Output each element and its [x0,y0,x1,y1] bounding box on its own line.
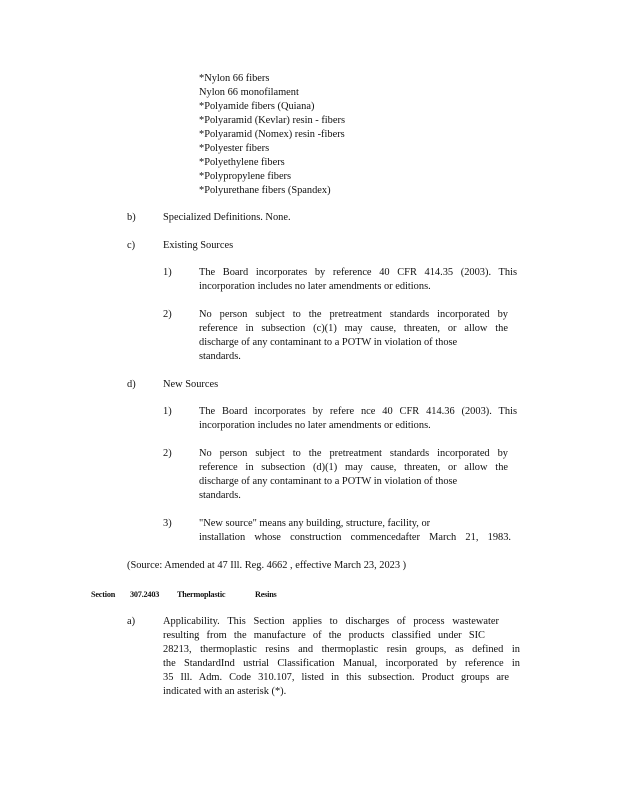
d-item-1-number: 1) [163,406,172,417]
paragraph-line: Applicability. This Section applies to discharges of process wastewater [163,616,499,627]
paragraph-line: discharge of any contaminant to a POTW in violation of those [199,337,458,348]
fiber-item: *Polypropylene fibers [199,171,292,182]
subsection-c-label: c) [127,240,136,251]
section-title: Thermoplastic [177,590,226,599]
paragraph-line: standards. [199,351,241,362]
paragraph-line: The Board incorporates by reference 40 CFR 414.35 (2003). This [199,267,517,278]
subsection-d-label: d) [127,379,136,390]
c-item-2-paragraph [199,308,508,364]
subsection-d-heading: New Sources [163,379,219,390]
paragraph-line: reference in subsection (c)(1) may cause, threaten, or allow the [199,323,508,334]
d-item-2-number: 2) [163,448,172,459]
paragraph-line: standards. [199,490,241,501]
paragraph-line: No person subject to the pretreatment standards incorporated by [199,448,508,459]
paragraph-line: the StandardInd ustrial Classification Manual, incorporated by reference in [163,658,520,669]
d-item-3-number: 3) [163,518,172,529]
paragraph-line: No person subject to the pretreatment standards incorporated by [199,309,508,320]
paragraph-line: 28213, thermoplastic resins and thermoplastic resin groups, as defined in [163,644,520,655]
d-item-2-paragraph [199,447,508,503]
fiber-item: *Polyaramid (Nomex) resin -fibers [199,129,345,140]
paragraph-line: resulting from the manufacture of the products classified under SIC [163,630,485,641]
paragraph-line: incorporation includes no later amendments or editions. [199,420,431,431]
d-item-1-paragraph [199,405,517,433]
section-number: 307.2403 [130,590,160,599]
paragraph-line: indicated with an asterisk (*). [163,686,287,697]
subsection-a-paragraph [163,615,520,699]
paragraph-line: incorporation includes no later amendments or editions. [199,281,431,292]
paragraph-line: reference in subsection (d)(1) may cause, threaten, or allow the [199,462,508,473]
fiber-list [199,72,345,198]
fiber-item: *Polyester fibers [199,143,270,154]
subsection-c-heading: Existing Sources [163,240,234,251]
fiber-item: *Polyurethane fibers (Spandex) [199,185,331,196]
paragraph-line: 35 Ill. Adm. Code 310.107, listed in this subsection. Product groups are [163,672,509,683]
paragraph-line: installation whose construction commencedafter March 21, 1983. [199,532,511,543]
c-item-1-number: 1) [163,267,172,278]
subsection-a-label: a) [127,616,136,627]
fiber-item: *Nylon 66 fibers [199,73,270,84]
subsection-b-label: b) [127,212,136,223]
fiber-item: Nylon 66 monofilament [199,87,299,98]
fiber-item: *Polyethylene fibers [199,157,285,168]
subsection-b-text: Specialized Definitions. None. [163,212,291,223]
paragraph-line: discharge of any contaminant to a POTW in violation of those [199,476,458,487]
source-note: (Source: Amended at 47 Ill. Reg. 4662 , effective March 23, 2023 ) [127,560,407,571]
section-word: Section [91,590,116,599]
paragraph-line: "New source" means any building, structure, facility, or [199,518,431,529]
fiber-item: *Polyaramid (Kevlar) resin - fibers [199,115,345,126]
c-item-2-number: 2) [163,309,172,320]
c-item-1-paragraph [199,266,517,294]
fiber-item: *Polyamide fibers (Quiana) [199,101,315,112]
d-item-3-paragraph [199,517,511,545]
section-title-continued: Resins [255,590,277,599]
paragraph-line: The Board incorporates by refere nce 40 CFR 414.36 (2003). This [199,406,517,417]
